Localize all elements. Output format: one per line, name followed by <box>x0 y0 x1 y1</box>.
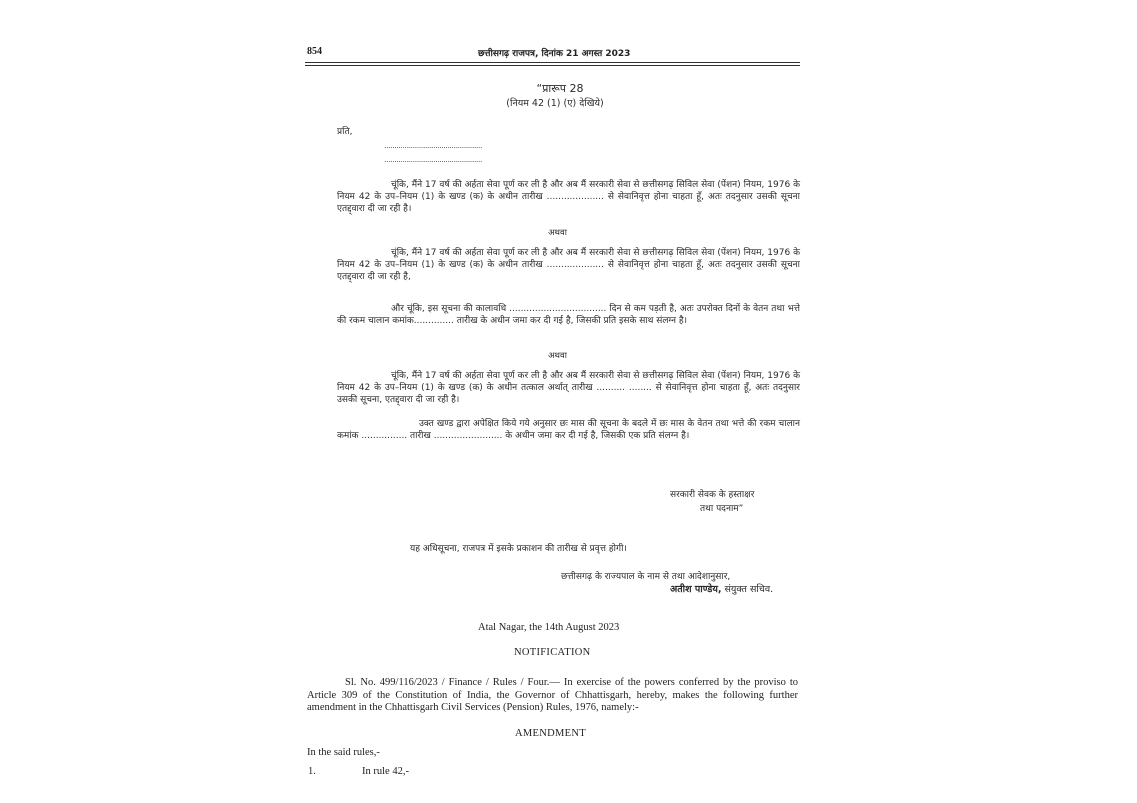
or-separator-2: अथवा <box>548 351 567 361</box>
form-paragraph-3-text: और चूंकि, इस सूचना की कालावधि .................................. दिन से कम पड़ती है, अतः उपरोक्त दिनों के वेतन तथा भत्ते की रकम चालान कमांक.............. तारीख के अधीन जमा कर दी गई है, जिसकी प्रति इसके साथ संलग्न है। <box>337 304 800 326</box>
signatory <box>670 582 773 595</box>
page-number: 854 <box>307 46 322 57</box>
said-rules-text: In the said rules,- <box>307 747 380 758</box>
effect-statement: यह अधिसूचना, राजपत्र में इसके प्रकाशन की तारीख से प्रवृत्त होगी। <box>410 544 627 554</box>
form-paragraph-5 <box>337 418 800 442</box>
form-paragraph-4-text: चूंकि, मैंने 17 वर्ष की अर्हता सेवा पूर्ण कर ली है और अब मैं सरकारी सेवा से छत्तीसगढ़ सिविल सेवा (पेंशन) नियम, 1976 के नियम 42 के उप–नियम (1) के खण्ड (क) के अधीन तत्काल अर्थात् तारीख .......... ........ से सेवानिवृत्त होना चाहता हूँ, अतः तदनुसार उसकी सूचना, एतद्द्वारा दी जा रही है। <box>337 371 800 405</box>
form-paragraph-2-text: चूंकि, मैंने 17 वर्ष की अर्हता सेवा पूर्ण कर ली है और अब मैं सरकारी सेवा से छत्तीसगढ़ सिविल सेवा (पेंशन) नियम, 1976 के नियम 42 के उप–नियम (1) के खण्ड (क) के अधीन तारीख .................... से सेवानिवृत्त होना चाहता हूँ, अतः तदनुसार उसकी सूचना एतद्द्वारा दी जा रही है, <box>337 248 800 282</box>
form-paragraph-1-text: चूंकि, मैंने 17 वर्ष की अर्हता सेवा पूर्ण कर ली है और अब मैं सरकारी सेवा से छत्तीसगढ़ सिविल सेवा (पेंशन) नियम, 1976 के नियम 42 के उप–नियम (1) के खण्ड (क) के अधीन तारीख .................... से सेवानिवृत्त होना चाहता हूँ, अतः तदनुसार उसकी सूचना एतद्द्वारा दी जा रही है। <box>337 180 800 214</box>
signatory-title: संयुक्त सचिव. <box>721 584 774 595</box>
amendment-heading: AMENDMENT <box>515 728 586 739</box>
form-paragraph-5-text: उक्त खण्ड द्वारा अपेक्षित किये गये अनुसार छः मास की सूचना के बदले में छः मास के वेतन तथा भत्ते की रकम चालान कमांक ................ तारीख ........................ के अधीन जमा कर दी गई है, जिसकी एक प्रति संलग्न है। <box>337 419 800 441</box>
dateline: Atal Nagar, the 14th August 2023 <box>478 622 620 633</box>
notification-heading: NOTIFICATION <box>514 647 591 658</box>
form-title: “प्रारूप 28 <box>536 82 584 95</box>
or-separator-1: अथवा <box>548 228 567 238</box>
addressee-label: प्रति, <box>337 127 353 137</box>
form-paragraph-3 <box>337 303 800 327</box>
form-subtitle: (नियम 42 (1) (ए) देखिये) <box>506 98 604 109</box>
item-number: 1. <box>308 766 316 777</box>
form-paragraph-1 <box>337 179 800 215</box>
gazette-title: छत्तीसगढ़ राजपत्र, दिनांक 21 अगस्त 2023 <box>478 49 631 59</box>
designation-label: तथा पदनाम” <box>700 504 744 514</box>
header-rule-thin <box>305 65 800 66</box>
notification-body-text: Sl. No. 499/116/2023 / Finance / Rules / Four.— In exercise of the powers conferred by the proviso to Article 309 of the Constitution of India, the Governor of Chhattisgarh, hereby, makes the following further amendment in the Chhattisgarh Civil Services (Pension) Rules, 1976, namely:- <box>307 677 798 714</box>
signature-label: सरकारी सेवक के हस्ताक्षर <box>670 490 755 500</box>
header-rule <box>305 62 800 63</box>
signatory-name: अतीश पाण्डेय, <box>670 584 722 595</box>
address-line-1: ................................................ <box>384 141 483 150</box>
item-text: In rule 42,- <box>362 766 409 777</box>
address-line-2: ................................................ <box>384 155 483 164</box>
form-paragraph-2 <box>337 247 800 283</box>
notification-body <box>307 677 798 715</box>
governor-order: छत्तीसगढ़ के राज्यपाल के नाम से तथा आदेशानुसार, <box>561 572 731 582</box>
form-paragraph-4 <box>337 370 800 406</box>
